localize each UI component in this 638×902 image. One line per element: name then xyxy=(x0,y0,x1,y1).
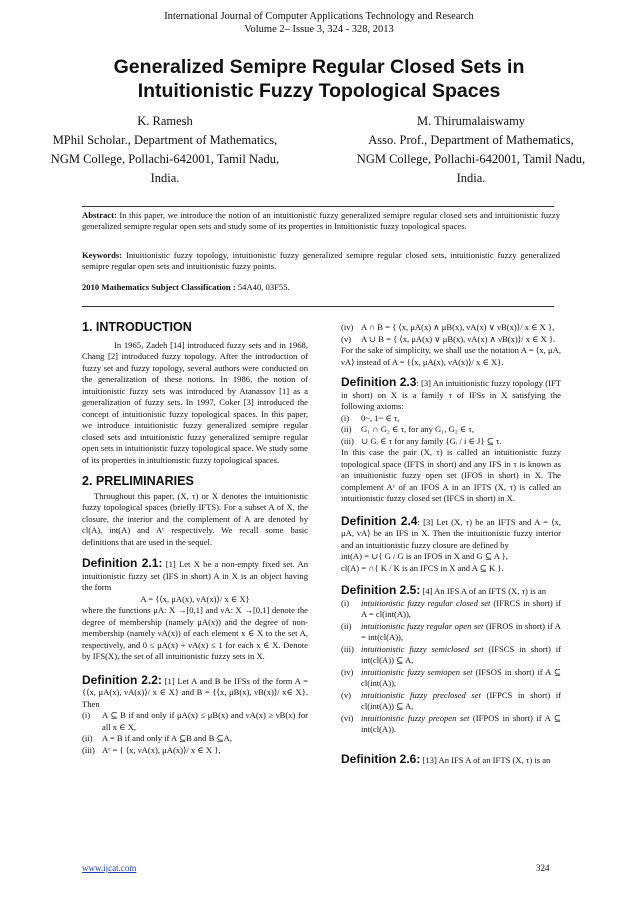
right-column xyxy=(341,322,561,766)
msc xyxy=(82,282,560,293)
abstract-text: In this paper, we introduce the notion of an intuitionistic fuzzy generalized semipre regular closed sets and intuitionistic fuzzy generalized semipre regular open sets and study some of its properties in Intuitionistic fuzzy topological spaces. xyxy=(82,210,560,232)
msc-text: 54A40, 03F55. xyxy=(235,282,290,292)
def25-text: [4] An IFS A of an IFTS (X, τ) is an xyxy=(420,586,547,596)
footer-link[interactable]: www.ijcat.com xyxy=(82,863,137,873)
def24-formula-1: int(A) = ∪{ G / G is an IFOS in X and G ⊆ A }, xyxy=(341,551,508,561)
list-item: (ii) G₁ ∩ G₂ ∈ τ, for any G₁, G₂ ∈ τ, xyxy=(341,424,475,434)
keywords-label: Keywords: xyxy=(82,250,123,260)
page-number: 324 xyxy=(536,863,550,873)
list-item: (iii) ∪ Gᵢ ∈ τ for any family {Gᵢ / i ∈ J} ⊆ τ. xyxy=(341,435,502,446)
volume-line: Volume 2– Issue 3, 324 - 328, 2013 xyxy=(244,24,394,35)
def21-label: Definition 2.1: xyxy=(82,556,163,570)
def23-text2: In this case the pair (X, τ) is called an intuitionistic fuzzy topological space (IFTS in short) and any IFS in τ is known as an intuitionistic fuzzy open set (IFOS in short) in X. The complement Aᶜ of an IFOS A in an IFTS (X, τ) is called an intuitionistic fuzzy closed set (IFCS in short) in X. xyxy=(341,447,561,503)
list-item: (i) 0~, 1~ ∈ τ, xyxy=(341,412,400,423)
list-item: (ii) intuitionistic fuzzy regular open set (IFROS in short) if A = int(cl(A)), xyxy=(341,620,561,642)
list-item: (i) A ⊆ B if and only if μA(x) ≤ μB(x) and νA(x) ≥ νB(x) for all x ∈ X, xyxy=(82,710,308,732)
keywords-text: Intuitionistic fuzzy topology, intuitionistic fuzzy generalized semipre regular closed sets, intuitionistic fuzzy generalized semipre regular open sets and intuitionistic fuzzy points. xyxy=(82,250,560,272)
def24-formula-2: cl(A) = ∩{ K / K is an IFCS in X and A ⊆ K }. xyxy=(341,562,504,573)
list-item: (i) intuitionistic fuzzy regular closed set (IFRCS in short) if A = cl(int(A)), xyxy=(341,597,561,619)
list-item: (iii) Aᶜ = { ⟨x, νA(x), μA(x)⟩/ x ∈ X }, xyxy=(82,744,221,755)
def22-text: [1] Let A and B be IFSs of the form A = {⟨x, μA(x), νA(x)⟩/ x ∈ X} and B = {⟨x, μB(x), νB(x)⟩/ x∈ X}. Then xyxy=(82,675,308,709)
def26-text: [13] An IFS A of an IFTS (X, τ) is an xyxy=(420,754,551,765)
list-item: (ii) A = B if and only if A ⊆B and B ⊆A, xyxy=(82,733,233,743)
def21 xyxy=(82,558,308,594)
paper-title-line2: Intuitionistic Fuzzy Topological Spaces xyxy=(137,80,501,102)
author-affil-1: Asso. Prof., Department of Mathematics, xyxy=(368,133,574,147)
top-divider xyxy=(82,206,554,207)
author-block-2 xyxy=(326,112,616,188)
def23 xyxy=(341,377,561,413)
intro-heading: 1. INTRODUCTION xyxy=(82,320,192,334)
left-column xyxy=(82,322,308,756)
bottom-divider xyxy=(82,306,554,307)
author-affil-2: NGM College, Pollachi-642001, Tamil Nadu, xyxy=(356,152,586,166)
author-affil-1: MPhil Scholar., Department of Mathematics, xyxy=(52,133,278,147)
author-name: K. Ramesh xyxy=(137,114,193,128)
msc-label: 2010 Mathematics Subject Classification : xyxy=(82,282,236,292)
def21-text: [1] Let X be a non-empty fixed set. An intuitionistic fuzzy set (IFS in short) A in X is an object having the form xyxy=(82,559,308,592)
def26-label: Definition 2.6: xyxy=(341,751,421,766)
abstract xyxy=(82,210,560,233)
list-item: (vi) intuitionistic fuzzy preopen set (IFPOS in short) if A ⊆ int(cl(A)). xyxy=(341,712,562,734)
def22 xyxy=(82,672,308,711)
list-item: (iv) A ∩ B = { ⟨x, μA(x) ∧ μB(x), νA(x) ∨ νB(x)⟩/ x ∈ X }, xyxy=(341,322,555,332)
author-name: M. Thirumalaiswamy xyxy=(416,114,526,128)
def23-text: : [3] An intuitionistic fuzzy topology (IFT in short) on X is a family τ of IFSs in X satisfying the following axioms: xyxy=(341,378,562,411)
def25-label: Definition 2.5: xyxy=(341,583,421,597)
author-affil-2: NGM College, Pollachi-642001, Tamil Nadu, xyxy=(50,152,280,166)
def24-text: : [3] Let (X, τ) be an IFTS and A = ⟨x, μA, νA⟩ be an IFS in X. Then the intuitionistic fuzzy interior and an intuitionistic fuzzy closure are defined by xyxy=(341,516,561,550)
def21-text2: where the functions μA: X →[0,1] and νA: X →[0,1] denote the degree of membership (namely μA(x)) and the degree of non-membership (namely νA(x)) of each element x ∈ X to the set A, respectively, and 0 ≤ μA(x) + νA(x) ≤ 1 for each x ∈ X. Denote by IFS(X), the set of all intuitionistic fuzzy sets in X. xyxy=(82,605,308,661)
list-item: (v) intuitionistic fuzzy preclosed set (IFPCS in short) if cl(int(A)) ⊆ A, xyxy=(341,689,562,711)
keywords xyxy=(82,250,560,273)
paper-title-line1: Generalized Semipre Regular Closed Sets in xyxy=(113,56,525,78)
def26 xyxy=(341,751,561,767)
journal-header: International Journal of Computer Applications Technology and Research xyxy=(164,11,474,22)
author-affil-3: India. xyxy=(150,171,180,185)
def24 xyxy=(341,513,561,552)
def22-label: Definition 2.2: xyxy=(82,672,162,687)
author-block-1 xyxy=(20,112,310,188)
list-item: (iv) intuitionistic fuzzy semiopen set (IFSOS in short) if A ⊆ cl(int(A)), xyxy=(341,666,561,688)
def23-label: Definition 2.3 xyxy=(341,375,417,389)
prelim-text: Throughout this paper, (X, τ) or X denotes the intuitionistic fuzzy topological spaces (briefly IFTS). For a subset A of X, the closure, the interior and the complement of A are denoted by cl(A), int(A) and Aᶜ respectively. We recall some basic definitions that are used in the sequel. xyxy=(82,490,308,547)
author-affil-3: India. xyxy=(456,171,486,185)
intro-text: In 1965, Zadeh [14] introduced fuzzy sets and in 1968, Chang [2] introduced fuzzy topology. After the introduction of fuzzy set and fuzzy topology, several authors were conducted on the generalization of these notions. In 1986, the notion of intuitionistic fuzzy sets was introduced by Atanassov [1] as a generalization of fuzzy sets. In 1997, Coker [3] introduced the concept of intuitionistic fuzzy topological spaces. In this paper, we introduce intuitionistic fuzzy generalized semipre regular closed sets and intuitionistic fuzzy generalized semipre regular open sets in intuitionistic fuzzy topological space. We study some of its properties in intuitionistic fuzzy topological spaces. xyxy=(82,339,308,465)
def21-formula: A = {⟨x, μA(x), νA(x)⟩/ x ∈ X} xyxy=(140,593,250,604)
list-item: (iii) intuitionistic fuzzy semiclosed set (IFSCS in short) if int(cl(A)) ⊆ A, xyxy=(341,643,561,665)
def24-label: Definition 2.4 xyxy=(341,513,418,528)
prelim-heading: 2. PRELIMINARIES xyxy=(82,474,194,488)
abstract-label: Abstract: xyxy=(82,210,117,220)
def25 xyxy=(341,585,561,598)
simplicity-note: For the sake of simplicity, we shall use the notation A = ⟨x, μA, νA⟩ instead of A = {⟨x, μA(x), νA(x)⟩/ x ∈ X}. xyxy=(341,345,561,367)
list-item: (v) A ∪ B = { ⟨x, μA(x) ∨ μB(x), νA(x) ∧ νB(x)⟩/ x ∈ X }. xyxy=(341,333,556,344)
